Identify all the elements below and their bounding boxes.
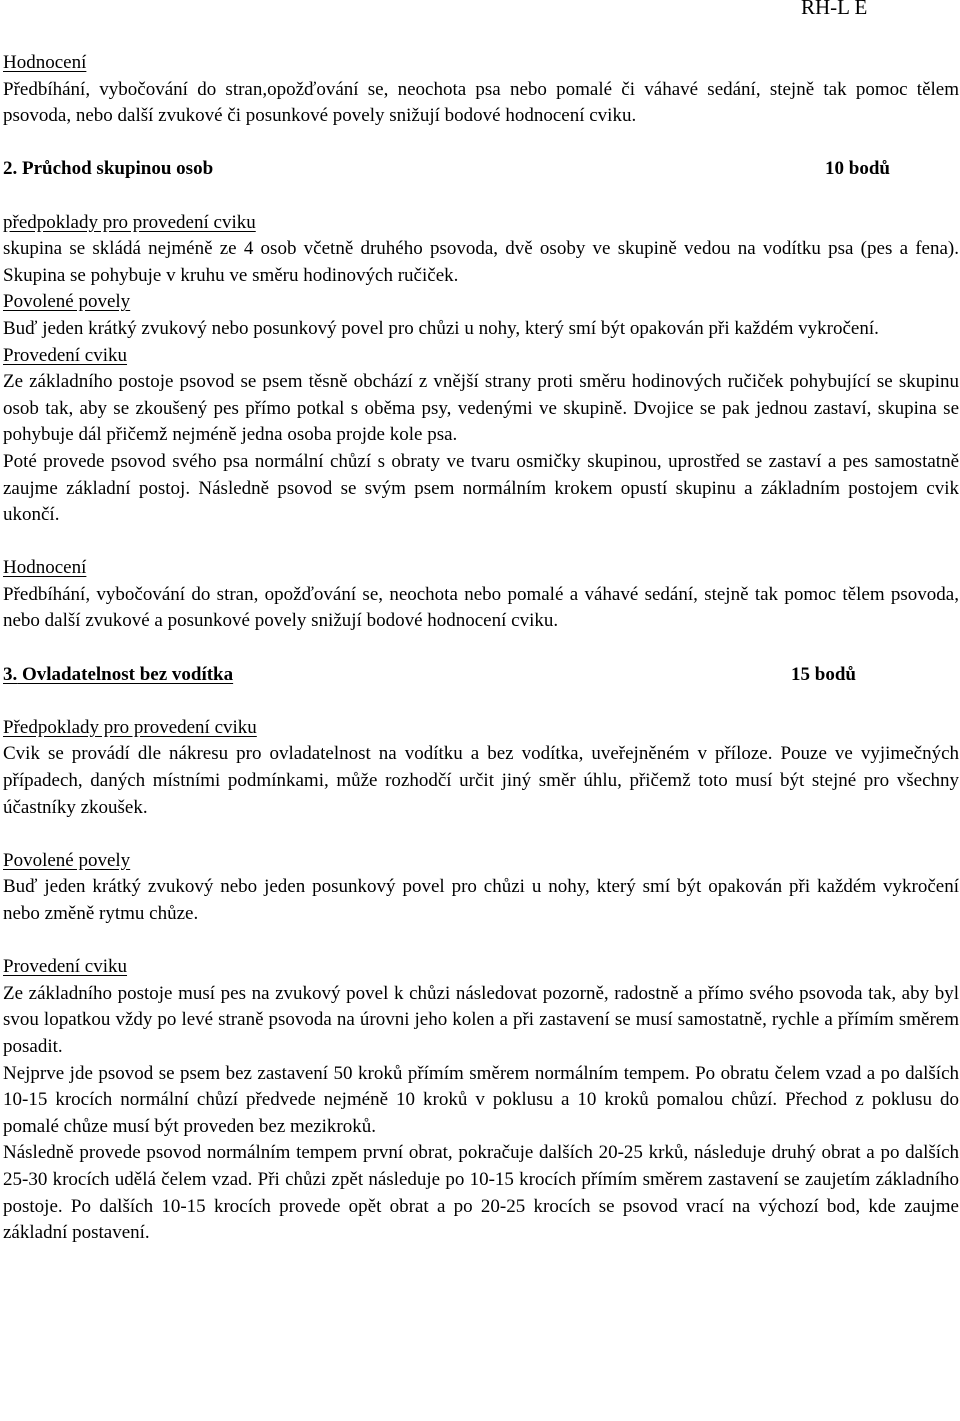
paragraph-povely: Buď jeden krátký zvukový nebo posunkový povel pro chůzi u nohy, který smí být opakován při každém vykročení. <box>3 317 879 339</box>
paragraph-provedeni: Ze základního postoje psovod se psem těsně obchází z vnější strany proti směru hodinových ručiček pohybující se skupinu osob tak, aby se zkoušený pes přímo potkal s oběma psy, vedenými ve skupině. Dvojice se pak jednou zastaví, skupina se pohybuje dál přičemž nejméně jedna osoba projde kole psa. <box>3 371 959 446</box>
section-title-hodnoceni: Hodnocení <box>3 52 87 73</box>
exercise-points: 15 bodů <box>791 663 856 685</box>
paragraph-hodnoceni: Předbíhání, vybočování do stran, opožďování se, neochota nebo pomalé a váhavé sedání, stejně tak pomoc tělem psovoda, nebo další zvukové a posunkové povely snižují bodové hodnocení cviku. <box>3 583 959 632</box>
paragraph-predpoklady: skupina se skládá nejméně ze 4 osob včetně druhého psovoda, dvě osoby ve skupině vedou na vodítku psa (pes a fena). Skupina se pohybuje v kruhu ve směru hodinových ručiček. <box>3 238 959 286</box>
section-title-hodnoceni: Hodnocení <box>3 557 87 579</box>
exercise-title: Ovladatelnost bez vodítka <box>22 663 234 685</box>
exercise-number: 2. <box>3 158 18 180</box>
section-title-povely: Povolené povely <box>3 849 131 871</box>
section-title-predpoklady: Předpoklady pro provedení cviku <box>3 716 257 738</box>
exercise-title: Průchod skupinou osob <box>22 158 214 180</box>
exercise-heading <box>3 662 959 689</box>
section-title-provedeni: Provedení cviku <box>3 956 128 978</box>
paragraph-hodnoceni: Předbíhání, vybočování do stran,opožďování se, neochota psa nebo pomalé či váhavé sedání, stejně tak pomoc tělem psovoda, nebo další zvukové či posunkové povely snižují bodové hodnocení cviku. <box>3 78 959 127</box>
paragraph-provedeni: Následně provede psovod normálním tempem první obrat, pokračuje dalších 20-25 krků, následuje druhý obrat a po dalších 25-30 krocích udělá čelem vzad. Při chůzi zpět následuje po 10-15 krocích přímím směrem zastavení se zaujetím základního postoje. Po dalších 10-15 krocích provede opět obrat a po 20-25 krocích se psovod vrací na výchozí bod, kde zaujme základní postavení. <box>3 1142 959 1244</box>
section-title-provedeni: Provedení cviku <box>3 344 128 366</box>
exercise-number: 3. <box>3 663 18 685</box>
paragraph-provedeni: Ze základního postoje musí pes na zvukový povel k chůzi následovat pozorně, radostně a přímo svého psovoda tak, aby byl svou lopatkou vždy po levé straně psovoda na úrovni jeho kolen a při zastavení se musí samostatně, rychle a přímím směrem posadit. <box>3 982 959 1057</box>
section-title-predpoklady: předpoklady pro provedení cviku <box>3 211 256 233</box>
paragraph-povely: Buď jeden krátký zvukový nebo jeden posunkový povel pro chůzi u nohy, který smí být opakován při každém vykročení nebo změně rytmu chůze. <box>3 876 959 924</box>
paragraph-predpoklady: Cvik se provádí dle nákresu pro ovladatelnost na vodítku a bez vodítka, uveřejněném v příloze. Pouze ve vyjimečných případech, daných místními podmínkami, může rozhodčí určit jiný směr úhlu, přičemž toto musí být stejné pro všechny účastníky zkoušek. <box>3 743 959 818</box>
exercise-points: 10 bodů <box>825 158 890 180</box>
section-title-povely: Povolené povely <box>3 291 131 313</box>
exercise-number-title <box>3 664 233 685</box>
document-code: RH-L E <box>801 0 868 19</box>
paragraph-provedeni: Poté provede psovod svého psa normální chůzí s obraty ve tvaru osmičky skupinou, uprostřed se zastaví a pes samostatně zaujme základní postoj. Následně psovod se svým psem normálním krokem opustí skupinu a základním postojem cvik ukončí. <box>3 450 959 526</box>
exercise-heading <box>3 156 959 183</box>
paragraph-provedeni: Nejprve jde psovod se psem bez zastavení 50 kroků přímím směrem normálním tempem. Po obratu čelem vzad a po dalších 10-15 krocích normální chůzí předvede nejméně 10 kroků v poklusu a 10 kroků pomalou chůzí. Přechod z poklusu do pomalé chůze musí být proveden bez mezikroků. <box>3 1062 959 1137</box>
